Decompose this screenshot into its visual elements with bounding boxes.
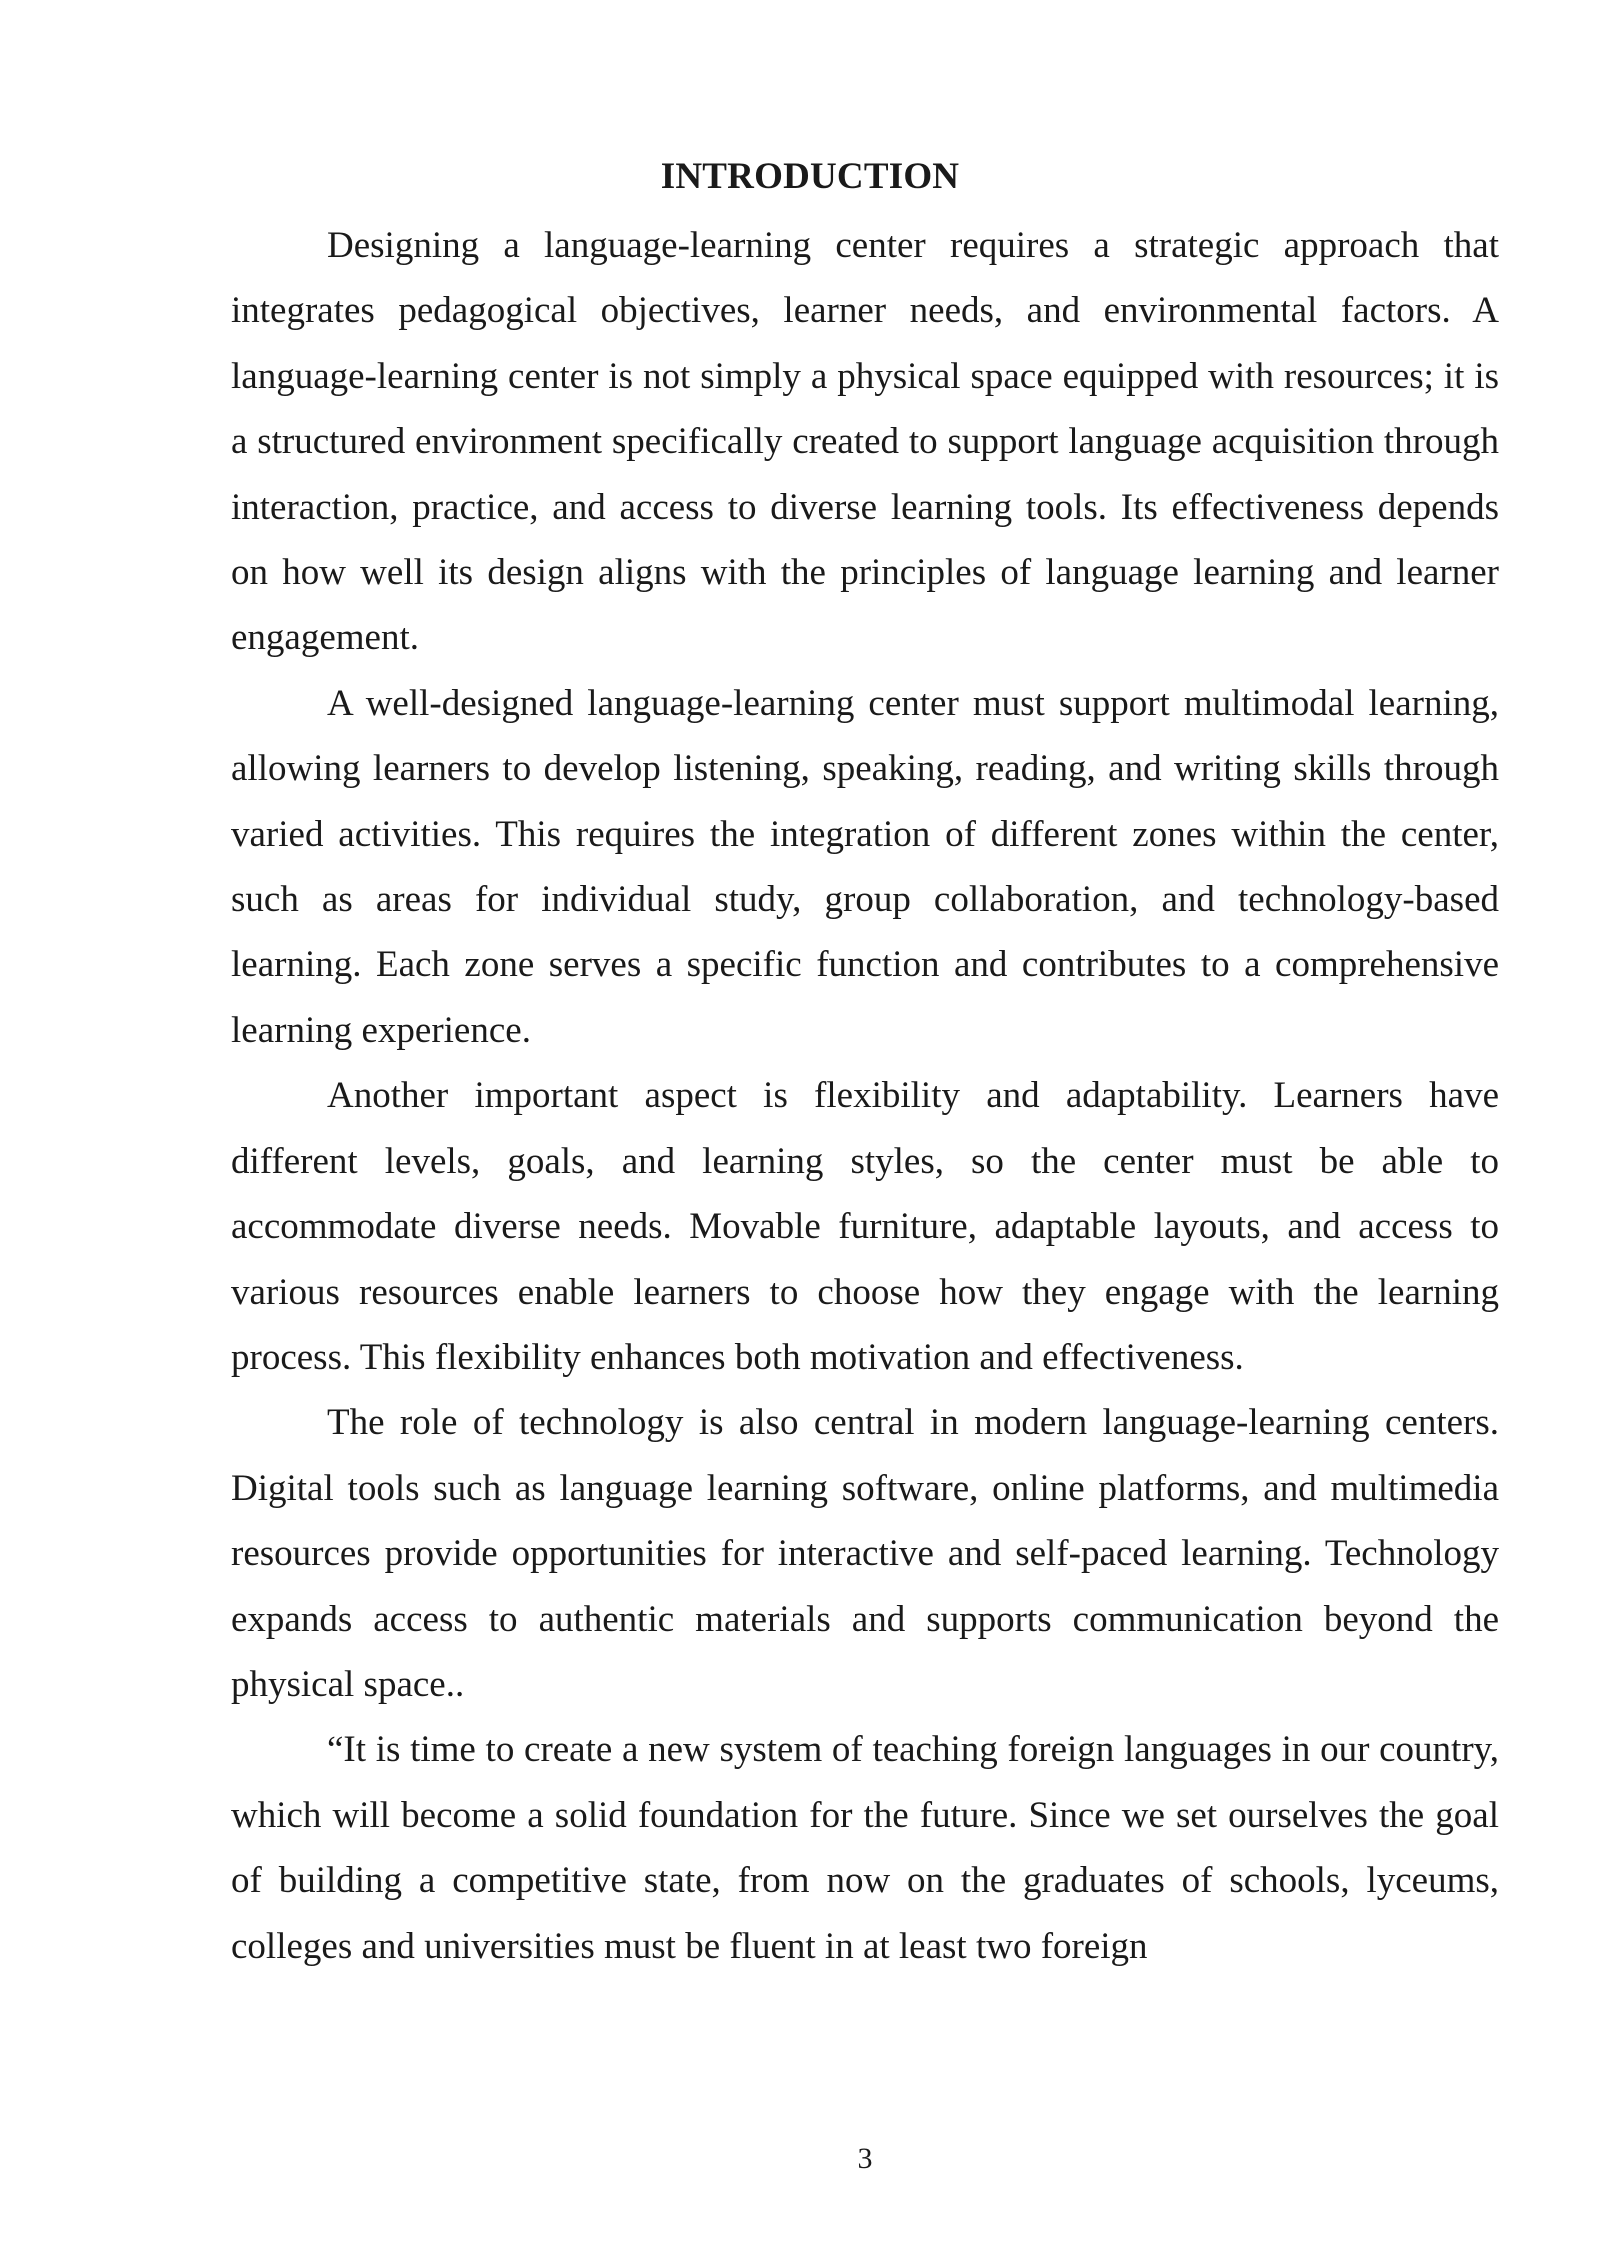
section-heading: INTRODUCTION bbox=[660, 156, 960, 197]
paragraph-4: The role of technology is also central in modern language-learning centers. Digital tools such as language learning software, online platforms, and multimedia resources provide opportunities for interactive and self-paced learning. Technology expands access to authentic materials and supports communication beyond the physical space.. bbox=[231, 1402, 1499, 1705]
paragraph-2: A well-designed language-learning center must support multimodal learning, allowing learners to develop listening, speaking, reading, and writing skills through varied activities. This requires the integration of different zones within the center, such as areas for individual study, group collaboration, and technology-based learning. Each zone serves a specific function and contributes to a comprehensive learning experience. bbox=[231, 682, 1499, 1051]
page-number: 3 bbox=[857, 2142, 873, 2175]
body-text bbox=[231, 213, 1499, 1979]
paragraph-1: Designing a language-learning center requires a strategic approach that integrates pedagogical objectives, learner needs, and environmental factors. A language-learning center is not simply a physical space equipped with resources; it is a structured environment specifically created to support language acquisition through interaction, practice, and access to diverse learning tools. Its effectiveness depends on how well its design aligns with the principles of language learning and learner engagement. bbox=[231, 225, 1499, 659]
paragraph-3: Another important aspect is flexibility and adaptability. Learners have different levels, goals, and learning styles, so the center must be able to accommodate diverse needs. Movable furniture, adaptable layouts, and access to various resources enable learners to choose how they engage with the learning process. This flexibility enhances both motivation and effectiveness. bbox=[231, 1075, 1499, 1378]
paragraph-5: “It is time to create a new system of teaching foreign languages in our country, which will become a solid foundation for the future. Since we set ourselves the goal of building a competitive state, from now on the graduates of schools, lyceums, colleges and universities must be fluent in at least two foreign bbox=[231, 1729, 1499, 1967]
